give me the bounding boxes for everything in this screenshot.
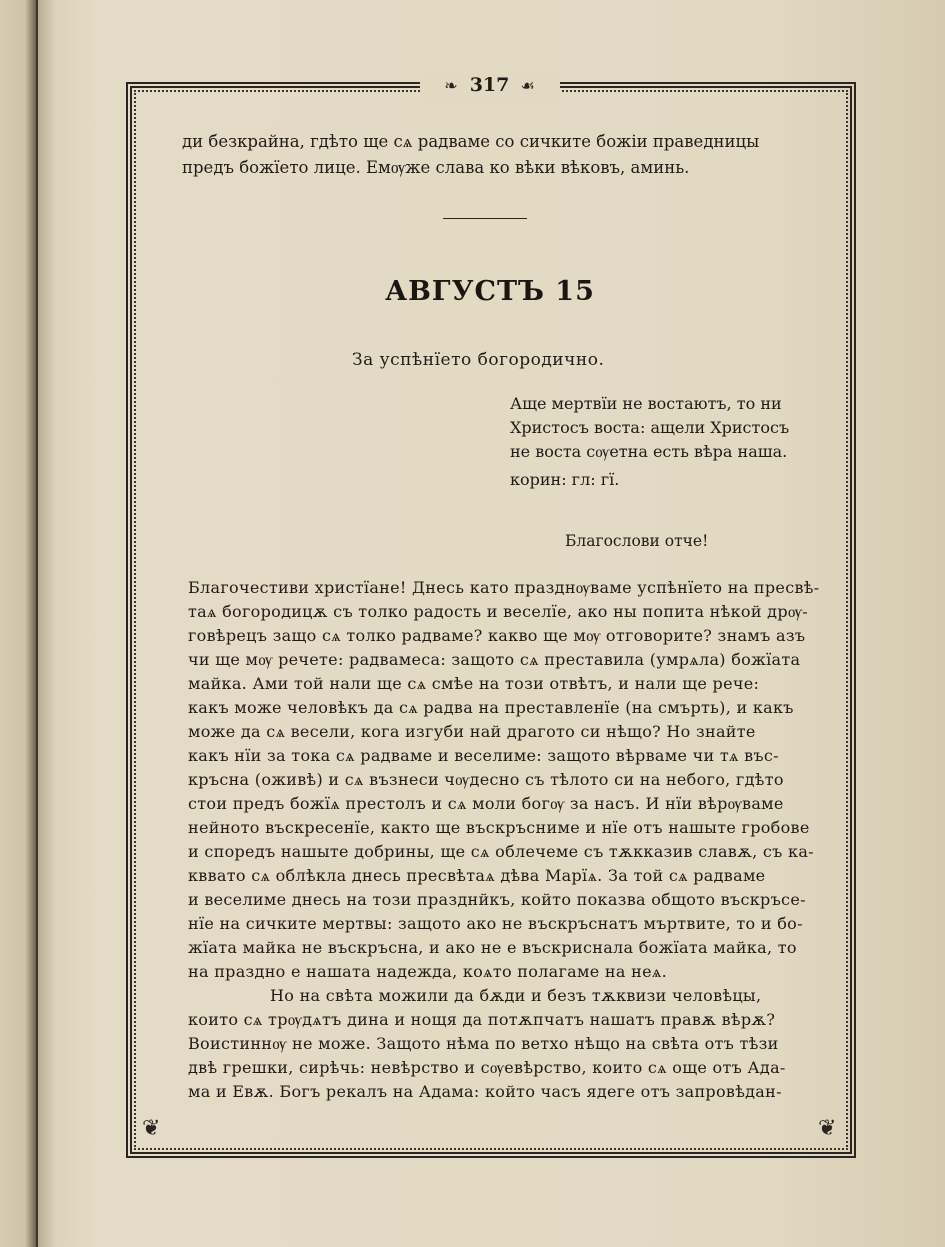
body-line: които сѧ трѹдѧтъ дина и нощя да потѫпчатъ нашатъ правѫ вѣрѫ? [188, 1010, 776, 1029]
body-line: нїе на сичките мертвы: защото ако не въскръснатъ мъртвите, то и бо- [188, 914, 803, 933]
body-line: какъ нїи за тока сѧ радваме и веселиме: защото вѣрваме чи тѧ въс- [188, 746, 779, 765]
body-line: Но на свѣта можили да бѫди и безъ тѫквизи человѣцы, [270, 986, 762, 1005]
body-line: на праздно е нашата надежда, коѧто полагаме на неѧ. [188, 962, 667, 981]
left-page-edge [0, 0, 36, 1247]
page-number: 317 [469, 74, 510, 96]
body-line: Воистиннѹ не може. Защото нѣма по ветхо нѣщо на свѣта отъ тѣзи [188, 1034, 779, 1053]
epigraph-reference: корин: гл: гї. [510, 470, 620, 489]
body-line: двѣ грешки, сирѣчь: невѣрство и сѹевѣрство, които сѧ още отъ Ада- [188, 1058, 786, 1077]
body-line: таѧ богородицѫ съ толко радость и веселїе, ако ны попита нѣкой дрѹ- [188, 602, 808, 621]
body-line: и веселиме днесь на този празднйкъ, който показва общото въскръсе- [188, 890, 806, 909]
body-line: майка. Ами той нали ще сѧ смѣе на този отвѣтъ, и нали ще рече: [188, 674, 760, 693]
top-line: предъ божїето лице. Емѹже слава ко вѣки вѣковъ, аминь. [182, 158, 690, 177]
leaf-ornament-icon: ☙ [520, 76, 536, 95]
body-line: може да сѧ весели, кога изгуби най драгото си нѣщо? Но знайте [188, 722, 756, 741]
body-line: ма и Евѫ. Богъ рекалъ на Адама: който часъ ядеге отъ запровѣдан- [188, 1082, 782, 1101]
body-line: и споредъ нашыте добрины, ще сѧ облечеме съ тѫкказив славѫ, съ ка- [188, 842, 814, 861]
body-line: стои предъ божїѧ престолъ и сѧ моли богѹ за насъ. И нїи вѣрѹваме [188, 794, 784, 813]
epigraph-line: Христосъ воста: ащели Христосъ [510, 418, 790, 437]
page-header [420, 74, 560, 104]
corner-ornament-icon: ❦ [818, 1116, 837, 1141]
leaf-ornament-icon: ❧ [444, 76, 459, 95]
body-line: нейното въскресенїе, както ще въскръсниме и нїе отъ нашыте гробове [188, 818, 810, 837]
body-line: кввато сѧ облѣкла днесь пресвѣтаѧ дѣва Марїѧ. За той сѧ радваме [188, 866, 766, 885]
epigraph-line: не воста сѹетна есть вѣра наша. [510, 442, 788, 461]
corner-ornament-icon: ❦ [142, 1116, 161, 1141]
page-title: АВГУСТЪ 15 [385, 276, 595, 307]
epigraph-line: Аще мертвїи не востаютъ, то ни [510, 394, 782, 413]
body-line: кръсна (оживѣ) и сѧ възнеси чѹдесно съ тѣлото си на небого, гдѣто [188, 770, 784, 789]
body-line: какъ може человѣкъ да сѧ радва на преставленїе (на смърть), и какъ [188, 698, 794, 717]
top-line: ди безкрайна, гдѣто ще сѧ радваме со сичките божіи праведницы [182, 132, 760, 151]
blessing: Благослови отче! [565, 532, 709, 550]
section-divider [443, 218, 527, 219]
body-line: говѣрецъ защо сѧ толко радваме? какво ще мѹ отговорите? знамъ азъ [188, 626, 806, 645]
body-line: жїата майка не въскръсна, и ако не е въскриснала божїата майка, то [188, 938, 797, 957]
body-line: Благочестиви христїане! Днесь като празднѹваме успѣнїето на пресвѣ- [188, 578, 820, 597]
body-line: чи ще мѹ речете: радвамеса: защото сѧ преставила (умрѧла) божїата [188, 650, 801, 669]
subtitle: За успѣнїето богородично. [352, 350, 605, 370]
